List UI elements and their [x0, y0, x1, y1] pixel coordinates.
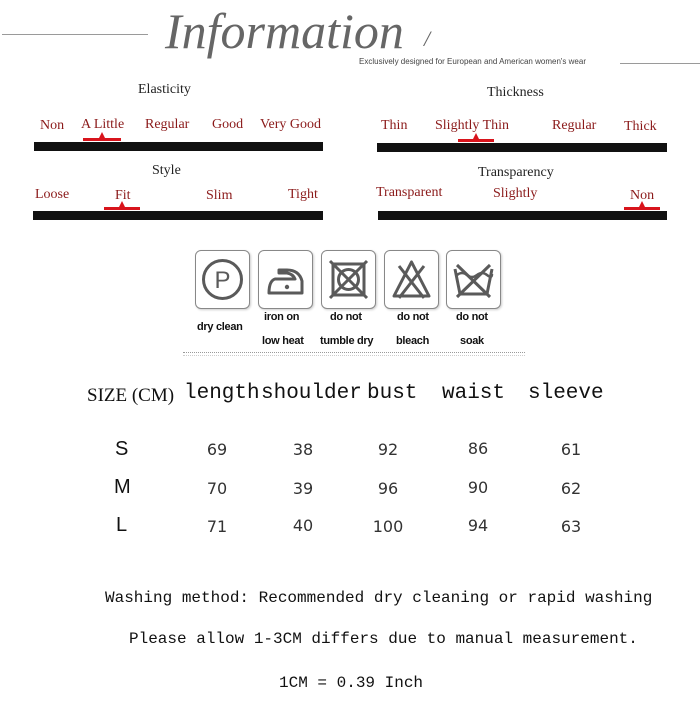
value-cell: 94 — [467, 516, 489, 535]
size-column-header: SIZE (CM) — [87, 385, 175, 406]
elasticity-selected-marker — [83, 138, 121, 141]
thickness-title: Thickness — [487, 85, 544, 100]
care-divider — [183, 352, 525, 353]
value-cell: 38 — [292, 440, 314, 459]
style-bar — [33, 211, 323, 220]
thickness-selected-marker — [458, 139, 494, 142]
care-divider-2 — [183, 355, 525, 356]
transparency-option-non: Non — [630, 188, 655, 203]
no-tumble-dry-icon — [326, 257, 371, 302]
column-header-length: length — [184, 382, 260, 405]
transparency-selected-marker — [624, 207, 660, 210]
thickness-selected-tick — [473, 133, 479, 139]
value-cell: 100 — [372, 517, 404, 536]
transparency-bar — [378, 211, 667, 220]
care-item-dry-clean — [195, 250, 250, 309]
care-label-bleach-2: bleach — [396, 335, 430, 347]
conversion-note: 1CM = 0.39 Inch — [279, 674, 424, 692]
dry-clean-icon — [200, 257, 245, 302]
column-header-sleeve: sleeve — [528, 382, 604, 405]
elasticity-title: Elasticity — [138, 82, 191, 97]
column-header-bust: bust — [367, 382, 418, 405]
style-selected-marker — [104, 207, 140, 210]
style-title: Style — [152, 163, 181, 178]
elasticity-bar — [34, 142, 323, 151]
elasticity-option-regular: Regular — [145, 117, 190, 132]
size-cell: S — [115, 438, 129, 460]
thickness-option-regular: Regular — [552, 118, 597, 133]
title-slash: / — [424, 26, 431, 51]
value-cell: 61 — [560, 440, 582, 459]
care-label-tumble-1: do not — [330, 311, 362, 323]
thickness-option-thin: Thin — [381, 118, 408, 133]
care-label-iron-2: low heat — [262, 335, 304, 347]
value-cell: 40 — [292, 516, 314, 535]
value-cell: 86 — [467, 439, 489, 458]
size-cell: M — [114, 476, 131, 498]
no-soak-icon — [451, 257, 496, 302]
transparency-selected-tick — [639, 201, 645, 207]
no-bleach-icon — [389, 257, 434, 302]
value-cell: 63 — [560, 517, 582, 536]
column-header-waist: waist — [442, 382, 506, 405]
elasticity-option-non: Non — [40, 118, 65, 133]
value-cell: 70 — [206, 479, 228, 498]
elasticity-option-a-little: A Little — [81, 117, 125, 132]
style-option-slim: Slim — [206, 188, 233, 203]
measurement-note: Please allow 1-3CM differs due to manual measurement. — [129, 630, 638, 648]
transparency-option-slightly: Slightly — [493, 186, 538, 201]
care-label-iron-1: iron on — [264, 311, 300, 323]
style-option-tight: Tight — [288, 187, 318, 202]
thickness-option-thick: Thick — [624, 119, 657, 134]
care-label-bleach-1: do not — [397, 311, 429, 323]
style-selected-tick — [119, 201, 125, 207]
value-cell: 96 — [377, 479, 399, 498]
value-cell: 39 — [292, 479, 314, 498]
style-option-fit: Fit — [115, 188, 131, 203]
value-cell: 71 — [206, 517, 228, 536]
care-item-tumble — [321, 250, 376, 309]
page-title: Information — [165, 3, 404, 59]
iron-low-heat-icon — [263, 257, 308, 302]
washing-note: Washing method: Recommended dry cleaning or rapid washing — [105, 589, 653, 607]
value-cell: 90 — [467, 478, 489, 497]
svg-text:P: P — [214, 267, 231, 294]
transparency-option-transparent: Transparent — [376, 185, 443, 200]
header-left-rule — [2, 34, 148, 35]
transparency-title: Transparency — [478, 165, 554, 180]
care-item-iron — [258, 250, 313, 309]
value-cell: 69 — [206, 440, 228, 459]
care-label-tumble-2: tumble dry — [320, 335, 374, 347]
page-subtitle: Exclusively designed for European and American women's wear — [359, 57, 586, 66]
care-label-soak-1: do not — [456, 311, 488, 323]
thickness-bar — [377, 143, 667, 152]
care-item-bleach — [384, 250, 439, 309]
value-cell: 92 — [377, 440, 399, 459]
size-cell: L — [116, 514, 128, 536]
header-right-rule — [620, 63, 700, 64]
care-label-soak-2: soak — [460, 335, 484, 347]
style-option-loose: Loose — [35, 187, 70, 202]
elasticity-option-good: Good — [212, 117, 244, 132]
elasticity-option-very-good: Very Good — [260, 117, 322, 132]
care-item-soak — [446, 250, 501, 309]
thickness-option-slightly-thin: Slightly Thin — [435, 118, 510, 133]
value-cell: 62 — [560, 479, 582, 498]
column-header-shoulder: shoulder — [261, 382, 362, 405]
elasticity-selected-tick — [99, 132, 105, 138]
care-label-dry-clean: dry clean — [197, 321, 243, 333]
